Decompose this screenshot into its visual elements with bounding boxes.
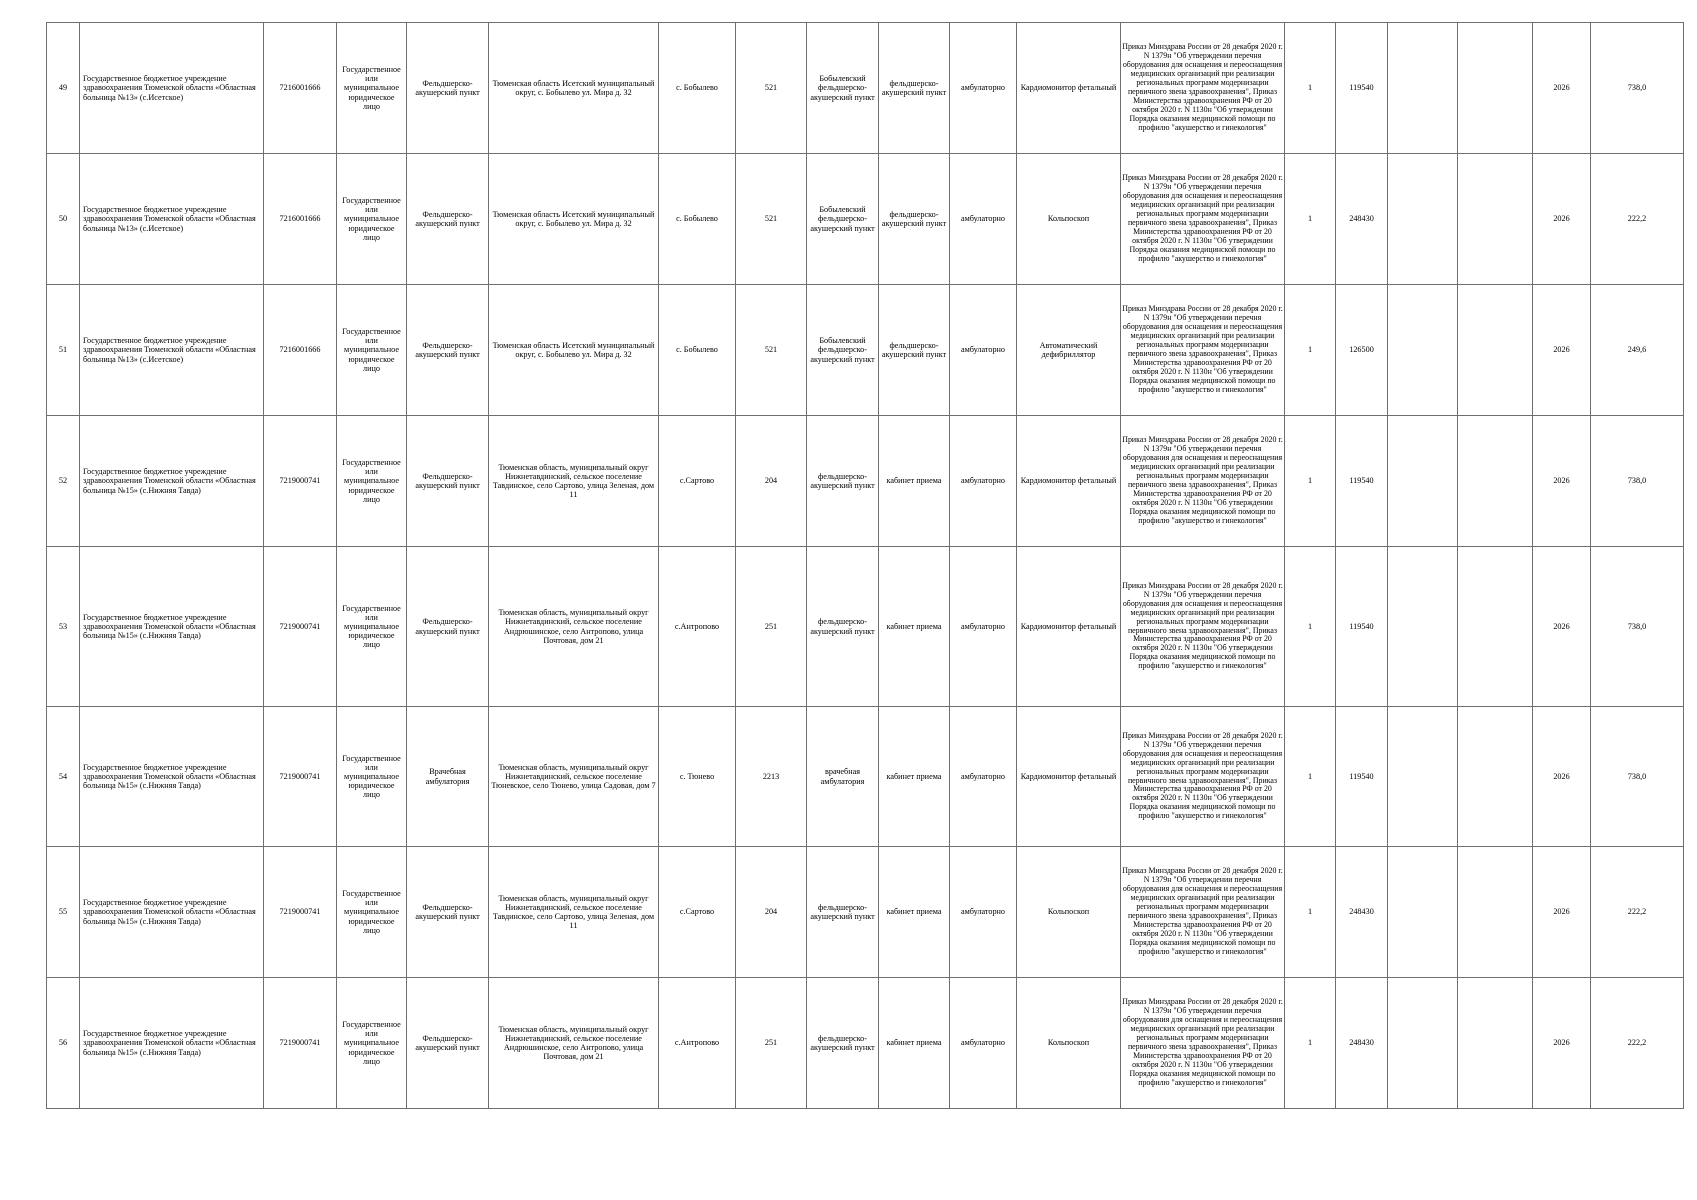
row-number-cell: 54 [47, 707, 80, 847]
equipment-code-cell: 248430 [1336, 847, 1388, 978]
address-cell: Тюменская область, муниципальный округ Нижнетавдинский, сельское поселение Тюневское, село Тюнево, улица Садовая, дом 7 [489, 707, 659, 847]
legal-basis-cell: Приказ Минздрава России от 28 декабря 2020 г. N 1379н "Об утверждении перечня оборудования для оснащения и переоснащения медицинских организаций при реализации региональных программ модернизации первичного звена здравоохранения", Приказ Министерства здравоохранения РФ от 20 октября 2020 г. N 1130н "Об утверждении Порядка оказания медицинской помощи по профилю "акушерство и гинекология" [1121, 416, 1285, 547]
facility-type-cell: Фельдшерско-акушерский пункт [407, 23, 489, 154]
legal-form-cell: Государственное или муниципальное юридическое лицо [337, 154, 407, 285]
room-cell: кабинет приема [879, 978, 950, 1109]
row-number-cell: 53 [47, 547, 80, 707]
organization-cell: Государственное бюджетное учреждение здравоохранения Тюменской области «Областная больница №15» (с.Нижняя Тавда) [80, 547, 264, 707]
inn-cell: 7219000741 [264, 707, 337, 847]
amount-cell: 738,0 [1591, 547, 1684, 707]
population-cell: 521 [736, 23, 807, 154]
year-cell: 2026 [1533, 154, 1591, 285]
care-condition-cell: амбулаторно [950, 707, 1017, 847]
facility-type-cell: Фельдшерско-акушерский пункт [407, 547, 489, 707]
inn-cell: 7216001666 [264, 285, 337, 416]
amount-cell: 738,0 [1591, 707, 1684, 847]
care-condition-cell: амбулаторно [950, 154, 1017, 285]
equipment-code-cell: 126500 [1336, 285, 1388, 416]
population-cell: 204 [736, 847, 807, 978]
population-cell: 204 [736, 416, 807, 547]
equipment-name-cell: Кольпоскоп [1017, 154, 1121, 285]
row-number-cell: 56 [47, 978, 80, 1109]
amount-cell: 249,6 [1591, 285, 1684, 416]
table-row [47, 23, 1684, 154]
legal-form-cell: Государственное или муниципальное юридическое лицо [337, 285, 407, 416]
legal-form-cell: Государственное или муниципальное юридическое лицо [337, 416, 407, 547]
facility-type-cell: Фельдшерско-акушерский пункт [407, 154, 489, 285]
organization-cell: Государственное бюджетное учреждение здравоохранения Тюменской области «Областная больница №15» (с.Нижняя Тавда) [80, 707, 264, 847]
amount-cell: 222,2 [1591, 154, 1684, 285]
table-row [47, 547, 1684, 707]
empty-cell [1388, 154, 1458, 285]
equipment-code-cell: 119540 [1336, 416, 1388, 547]
settlement-cell: с. Бобылево [659, 285, 736, 416]
legal-basis-cell: Приказ Минздрава России от 28 декабря 2020 г. N 1379н "Об утверждении перечня оборудования для оснащения и переоснащения медицинских организаций при реализации региональных программ модернизации первичного звена здравоохранения", Приказ Министерства здравоохранения РФ от 20 октября 2020 г. N 1130н "Об утверждении Порядка оказания медицинской помощи по профилю "акушерство и гинекология" [1121, 23, 1285, 154]
equipment-name-cell: Кардиомонитор фетальный [1017, 416, 1121, 547]
equipment-name-cell: Кардиомонитор фетальный [1017, 23, 1121, 154]
facility-type-cell: Фельдшерско-акушерский пункт [407, 847, 489, 978]
structural-unit-cell: фельдшерско-акушерский пункт [807, 547, 879, 707]
population-cell: 2213 [736, 707, 807, 847]
row-number-cell: 55 [47, 847, 80, 978]
legal-form-cell: Государственное или муниципальное юридическое лицо [337, 707, 407, 847]
equipment-name-cell: Кардиомонитор фетальный [1017, 707, 1121, 847]
address-cell: Тюменская область, муниципальный округ Нижнетавдинский, сельское поселение Тавдинское, село Сартово, улица Зеленая, дом 11 [489, 847, 659, 978]
care-condition-cell: амбулаторно [950, 23, 1017, 154]
empty-cell [1388, 707, 1458, 847]
care-condition-cell: амбулаторно [950, 978, 1017, 1109]
population-cell: 251 [736, 547, 807, 707]
equipment-code-cell: 248430 [1336, 978, 1388, 1109]
address-cell: Тюменская область, муниципальный округ Нижнетавдинский, сельское поселение Андрюшинское, село Антропово, улица Почтовая, дом 21 [489, 547, 659, 707]
quantity-cell: 1 [1285, 978, 1336, 1109]
legal-basis-cell: Приказ Минздрава России от 28 декабря 2020 г. N 1379н "Об утверждении перечня оборудования для оснащения и переоснащения медицинских организаций при реализации региональных программ модернизации первичного звена здравоохранения", Приказ Министерства здравоохранения РФ от 20 октября 2020 г. N 1130н "Об утверждении Порядка оказания медицинской помощи по профилю "акушерство и гинекология" [1121, 285, 1285, 416]
table-row [47, 154, 1684, 285]
facility-type-cell: Врачебная амбулатория [407, 707, 489, 847]
empty-cell [1388, 416, 1458, 547]
organization-cell: Государственное бюджетное учреждение здравоохранения Тюменской области «Областная больница №15» (с.Нижняя Тавда) [80, 978, 264, 1109]
inn-cell: 7219000741 [264, 978, 337, 1109]
row-number-cell: 49 [47, 23, 80, 154]
equipment-name-cell: Кольпоскоп [1017, 847, 1121, 978]
population-cell: 521 [736, 154, 807, 285]
legal-form-cell: Государственное или муниципальное юридическое лицо [337, 847, 407, 978]
year-cell: 2026 [1533, 416, 1591, 547]
settlement-cell: с.Антропово [659, 547, 736, 707]
empty-cell [1458, 416, 1533, 547]
structural-unit-cell: фельдшерско-акушерский пункт [807, 416, 879, 547]
empty-cell [1388, 285, 1458, 416]
quantity-cell: 1 [1285, 154, 1336, 285]
settlement-cell: с. Бобылево [659, 154, 736, 285]
room-cell: фельдшерско-акушерский пункт [879, 23, 950, 154]
facility-type-cell: Фельдшерско-акушерский пункт [407, 978, 489, 1109]
row-number-cell: 51 [47, 285, 80, 416]
room-cell: кабинет приема [879, 547, 950, 707]
organization-cell: Государственное бюджетное учреждение здравоохранения Тюменской области «Областная больница №13» (с.Исетское) [80, 154, 264, 285]
row-number-cell: 52 [47, 416, 80, 547]
care-condition-cell: амбулаторно [950, 416, 1017, 547]
population-cell: 521 [736, 285, 807, 416]
empty-cell [1458, 847, 1533, 978]
room-cell: кабинет приема [879, 847, 950, 978]
settlement-cell: с.Антропово [659, 978, 736, 1109]
empty-cell [1388, 23, 1458, 154]
equipment-code-cell: 248430 [1336, 154, 1388, 285]
year-cell: 2026 [1533, 847, 1591, 978]
table-row [47, 978, 1684, 1109]
structural-unit-cell: фельдшерско-акушерский пункт [807, 847, 879, 978]
legal-form-cell: Государственное или муниципальное юридическое лицо [337, 23, 407, 154]
organization-cell: Государственное бюджетное учреждение здравоохранения Тюменской области «Областная больница №15» (с.Нижняя Тавда) [80, 847, 264, 978]
organization-cell: Государственное бюджетное учреждение здравоохранения Тюменской области «Областная больница №13» (с.Исетское) [80, 23, 264, 154]
amount-cell: 738,0 [1591, 23, 1684, 154]
quantity-cell: 1 [1285, 547, 1336, 707]
population-cell: 251 [736, 978, 807, 1109]
quantity-cell: 1 [1285, 707, 1336, 847]
inn-cell: 7216001666 [264, 154, 337, 285]
empty-cell [1458, 707, 1533, 847]
settlement-cell: с.Сартово [659, 416, 736, 547]
legal-basis-cell: Приказ Минздрава России от 28 декабря 2020 г. N 1379н "Об утверждении перечня оборудования для оснащения и переоснащения медицинских организаций при реализации региональных программ модернизации первичного звена здравоохранения", Приказ Министерства здравоохранения РФ от 20 октября 2020 г. N 1130н "Об утверждении Порядка оказания медицинской помощи по профилю "акушерство и гинекология" [1121, 707, 1285, 847]
amount-cell: 222,2 [1591, 978, 1684, 1109]
address-cell: Тюменская область, муниципальный округ Нижнетавдинский, сельское поселение Андрюшинское, село Антропово, улица Почтовая, дом 21 [489, 978, 659, 1109]
year-cell: 2026 [1533, 23, 1591, 154]
table-row [47, 416, 1684, 547]
room-cell: фельдшерско-акушерский пункт [879, 154, 950, 285]
equipment-name-cell: Кольпоскоп [1017, 978, 1121, 1109]
structural-unit-cell: фельдшерско-акушерский пункт [807, 978, 879, 1109]
equipment-code-cell: 119540 [1336, 23, 1388, 154]
equipment-name-cell: Кардиомонитор фетальный [1017, 547, 1121, 707]
legal-form-cell: Государственное или муниципальное юридическое лицо [337, 547, 407, 707]
year-cell: 2026 [1533, 707, 1591, 847]
inn-cell: 7219000741 [264, 547, 337, 707]
quantity-cell: 1 [1285, 847, 1336, 978]
inn-cell: 7219000741 [264, 847, 337, 978]
inn-cell: 7216001666 [264, 23, 337, 154]
facility-type-cell: Фельдшерско-акушерский пункт [407, 285, 489, 416]
care-condition-cell: амбулаторно [950, 285, 1017, 416]
address-cell: Тюменская область, муниципальный округ Нижнетавдинский, сельское поселение Тавдинское, село Сартово, улица Зеленая, дом 11 [489, 416, 659, 547]
room-cell: кабинет приема [879, 416, 950, 547]
settlement-cell: с. Тюнево [659, 707, 736, 847]
address-cell: Тюменская область Исетский муниципальный округ, с. Бобылево ул. Мира д. 32 [489, 154, 659, 285]
amount-cell: 222,2 [1591, 847, 1684, 978]
settlement-cell: с. Бобылево [659, 23, 736, 154]
structural-unit-cell: Бобылевский фельдшерско-акушерский пункт [807, 154, 879, 285]
equipment-code-cell: 119540 [1336, 707, 1388, 847]
empty-cell [1458, 154, 1533, 285]
legal-basis-cell: Приказ Минздрава России от 28 декабря 2020 г. N 1379н "Об утверждении перечня оборудования для оснащения и переоснащения медицинских организаций при реализации региональных программ модернизации первичного звена здравоохранения", Приказ Министерства здравоохранения РФ от 20 октября 2020 г. N 1130н "Об утверждении Порядка оказания медицинской помощи по профилю "акушерство и гинекология" [1121, 154, 1285, 285]
organization-cell: Государственное бюджетное учреждение здравоохранения Тюменской области «Областная больница №15» (с.Нижняя Тавда) [80, 416, 264, 547]
table-row [47, 285, 1684, 416]
year-cell: 2026 [1533, 285, 1591, 416]
empty-cell [1388, 978, 1458, 1109]
empty-cell [1458, 978, 1533, 1109]
legal-form-cell: Государственное или муниципальное юридическое лицо [337, 978, 407, 1109]
structural-unit-cell: Бобылевский фельдшерско-акушерский пункт [807, 285, 879, 416]
room-cell: кабинет приема [879, 707, 950, 847]
organization-cell: Государственное бюджетное учреждение здравоохранения Тюменской области «Областная больница №13» (с.Исетское) [80, 285, 264, 416]
inn-cell: 7219000741 [264, 416, 337, 547]
structural-unit-cell: врачебная амбулатория [807, 707, 879, 847]
empty-cell [1458, 23, 1533, 154]
empty-cell [1388, 847, 1458, 978]
table-row [47, 707, 1684, 847]
room-cell: фельдшерско-акушерский пункт [879, 285, 950, 416]
legal-basis-cell: Приказ Минздрава России от 28 декабря 2020 г. N 1379н "Об утверждении перечня оборудования для оснащения и переоснащения медицинских организаций при реализации региональных программ модернизации первичного звена здравоохранения", Приказ Министерства здравоохранения РФ от 20 октября 2020 г. N 1130н "Об утверждении Порядка оказания медицинской помощи по профилю "акушерство и гинекология" [1121, 847, 1285, 978]
equipment-code-cell: 119540 [1336, 547, 1388, 707]
legal-basis-cell: Приказ Минздрава России от 28 декабря 2020 г. N 1379н "Об утверждении перечня оборудования для оснащения и переоснащения медицинских организаций при реализации региональных программ модернизации первичного звена здравоохранения", Приказ Министерства здравоохранения РФ от 20 октября 2020 г. N 1130н "Об утверждении Порядка оказания медицинской помощи по профилю "акушерство и гинекология" [1121, 978, 1285, 1109]
care-condition-cell: амбулаторно [950, 847, 1017, 978]
structural-unit-cell: Бобылевский фельдшерско-акушерский пункт [807, 23, 879, 154]
quantity-cell: 1 [1285, 285, 1336, 416]
year-cell: 2026 [1533, 547, 1591, 707]
care-condition-cell: амбулаторно [950, 547, 1017, 707]
empty-cell [1388, 547, 1458, 707]
address-cell: Тюменская область Исетский муниципальный округ, с. Бобылево ул. Мира д. 32 [489, 285, 659, 416]
empty-cell [1458, 547, 1533, 707]
equipment-table [46, 22, 1684, 1109]
table-row [47, 847, 1684, 978]
address-cell: Тюменская область Исетский муниципальный округ, с. Бобылево ул. Мира д. 32 [489, 23, 659, 154]
legal-basis-cell: Приказ Минздрава России от 28 декабря 2020 г. N 1379н "Об утверждении перечня оборудования для оснащения и переоснащения медицинских организаций при реализации региональных программ модернизации первичного звена здравоохранения", Приказ Министерства здравоохранения РФ от 20 октября 2020 г. N 1130н "Об утверждении Порядка оказания медицинской помощи по профилю "акушерство и гинекология" [1121, 547, 1285, 707]
facility-type-cell: Фельдшерско-акушерский пункт [407, 416, 489, 547]
equipment-name-cell: Автоматический дефибриллятор [1017, 285, 1121, 416]
settlement-cell: с.Сартово [659, 847, 736, 978]
quantity-cell: 1 [1285, 23, 1336, 154]
row-number-cell: 50 [47, 154, 80, 285]
quantity-cell: 1 [1285, 416, 1336, 547]
year-cell: 2026 [1533, 978, 1591, 1109]
empty-cell [1458, 285, 1533, 416]
amount-cell: 738,0 [1591, 416, 1684, 547]
